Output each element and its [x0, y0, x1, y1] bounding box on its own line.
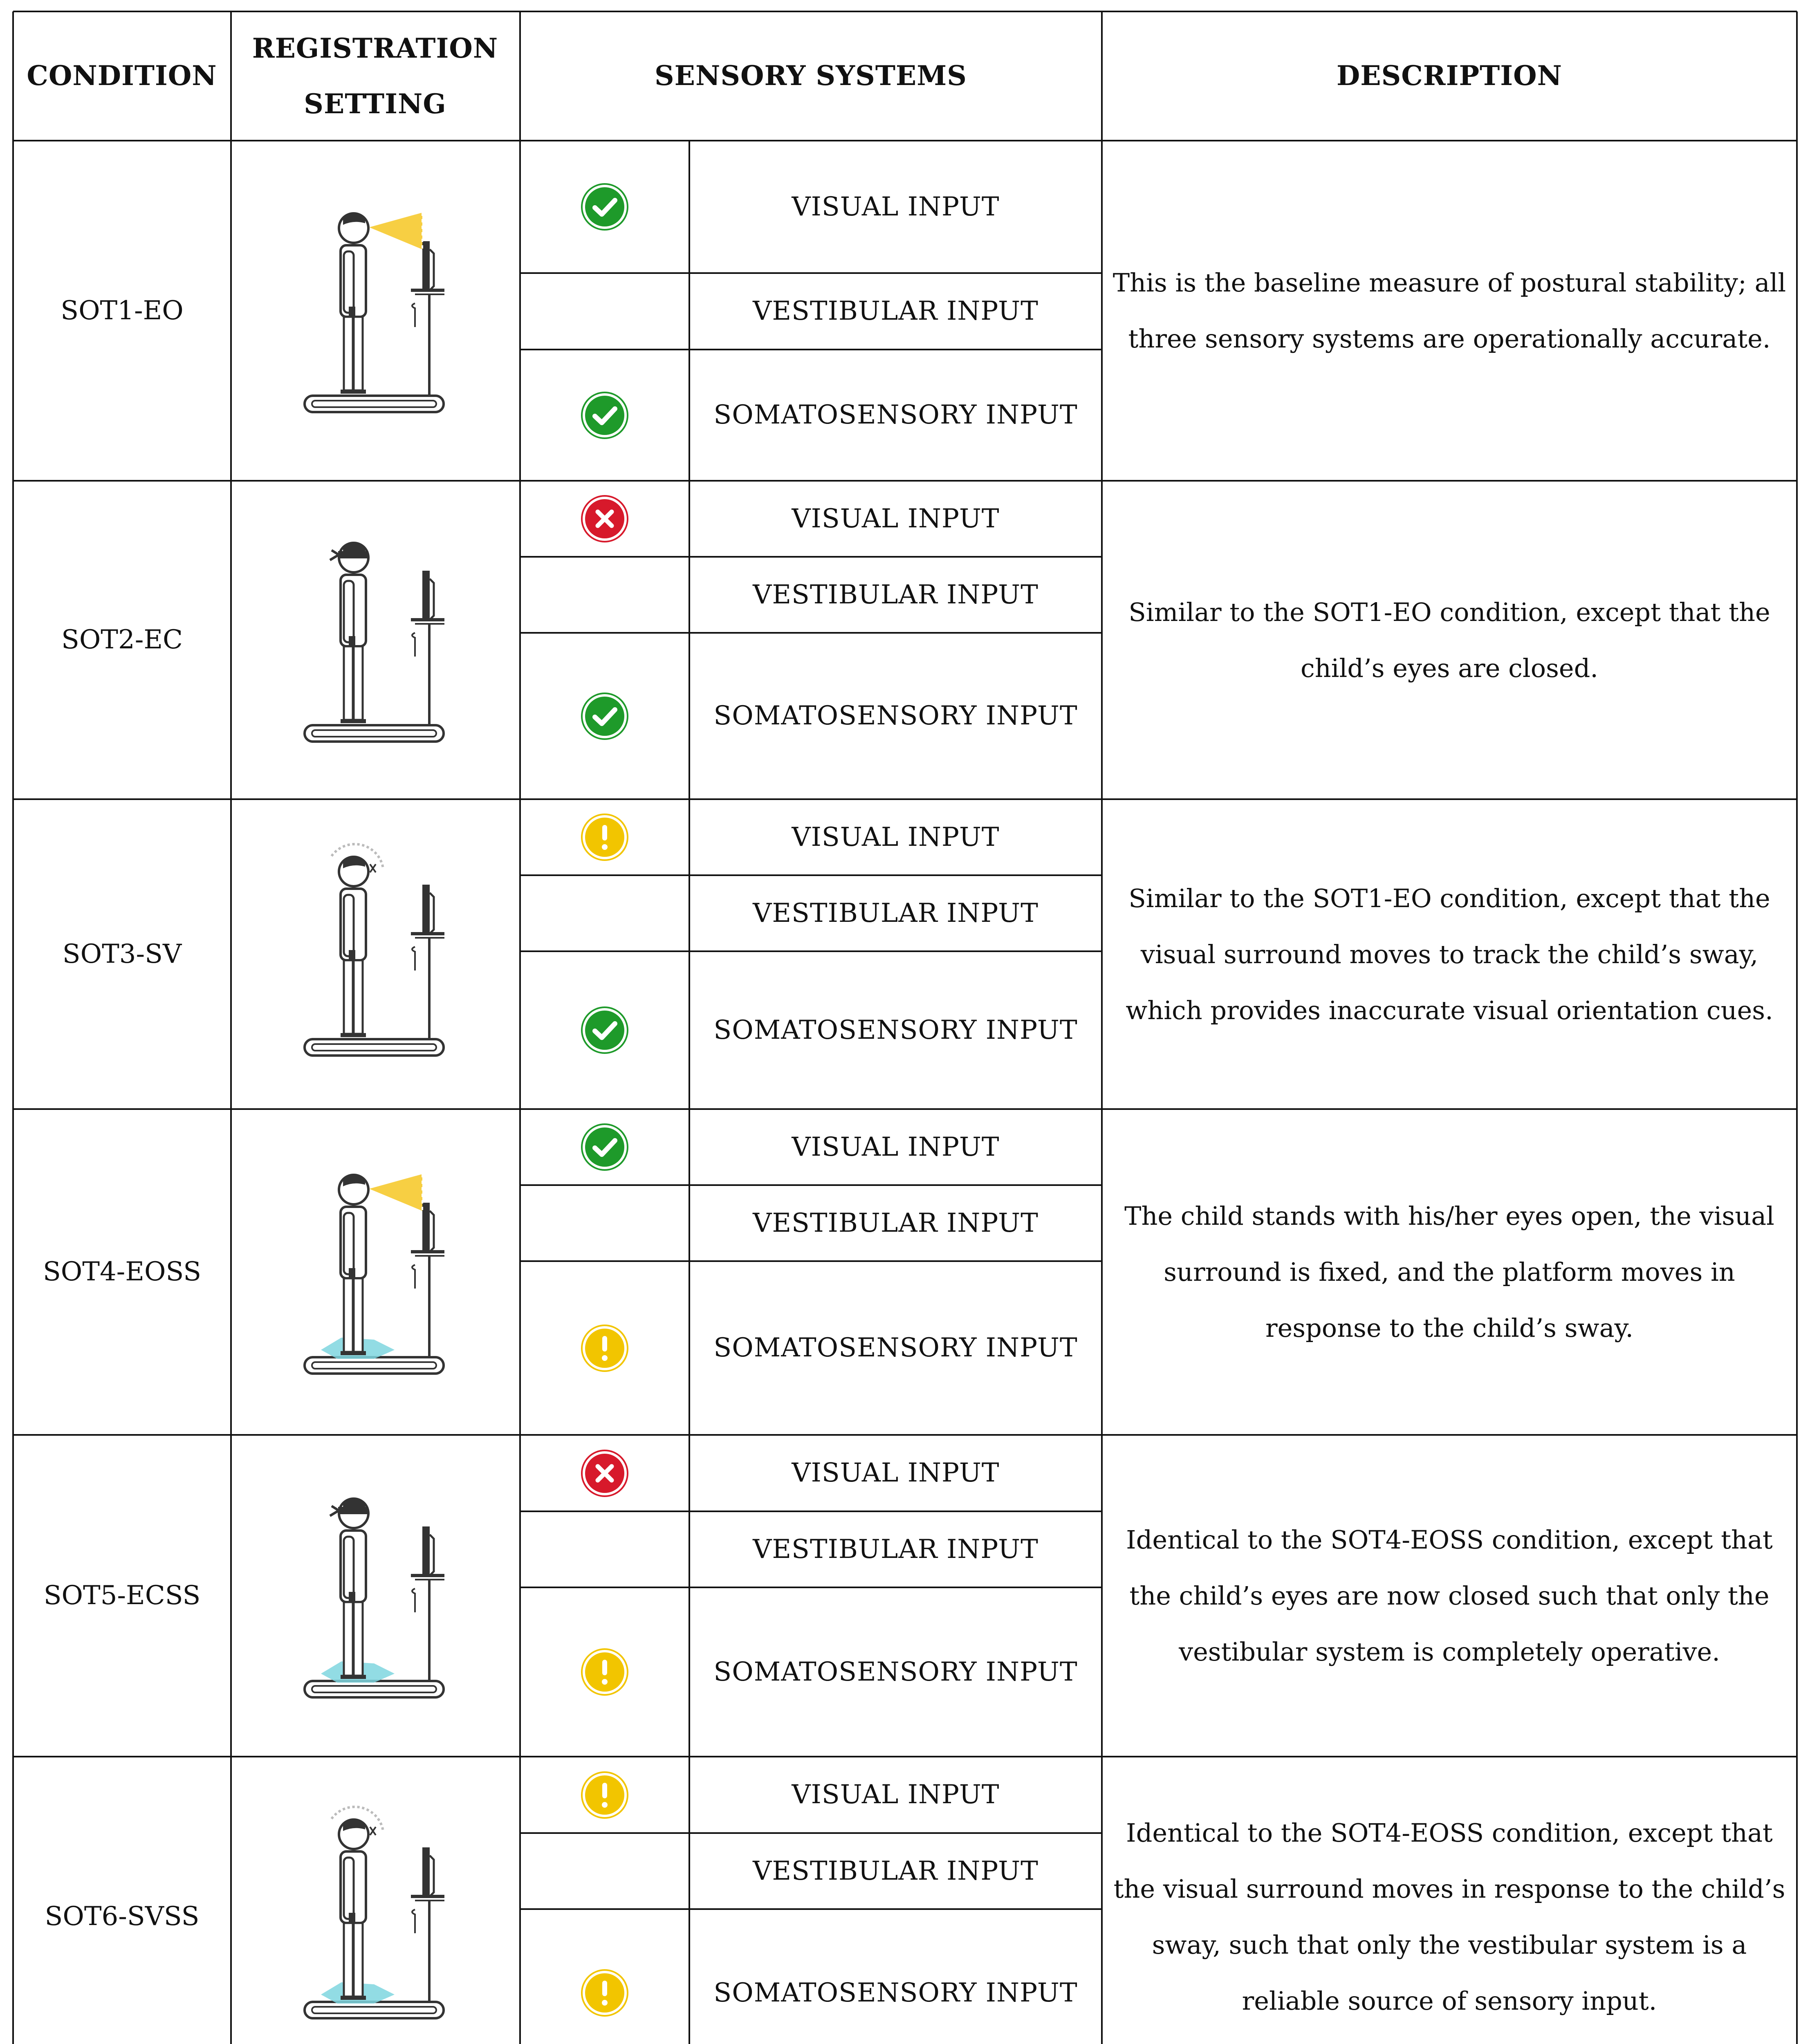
description-cell: Identical to the SOT4-EOSS condition, except that the visual surround moves in response to the child’s sway, such that only the vestibular system is a reliable source of sensory input. — [1113, 1818, 1785, 2016]
header-condition: CONDITION — [27, 60, 217, 92]
check-circle-icon — [580, 1123, 629, 1172]
exclamation-circle-icon — [580, 1324, 629, 1373]
input-label: VESTIBULAR INPUT — [753, 1856, 1038, 1886]
input-label: VESTIBULAR INPUT — [753, 1534, 1038, 1564]
description-cell: The child stands with his/her eyes open, the visual surround is fixed, and the platform moves in response to the child’s sway. — [1124, 1201, 1774, 1343]
input-label: VESTIBULAR INPUT — [753, 579, 1038, 610]
exclamation-circle-icon — [580, 1771, 629, 1820]
condition-cell: SOT1-EO — [61, 295, 184, 326]
header-description: DESCRIPTION — [1337, 60, 1562, 92]
header-registration-line2: SETTING — [304, 88, 446, 120]
cross-circle-icon — [580, 494, 629, 543]
check-circle-icon — [580, 391, 629, 440]
check-circle-icon — [580, 182, 629, 231]
condition-cell: SOT2-EC — [61, 625, 183, 655]
input-label: SOMATOSENSORY INPUT — [713, 701, 1078, 731]
input-label: SOMATOSENSORY INPUT — [713, 400, 1078, 430]
input-label: SOMATOSENSORY INPUT — [713, 1015, 1078, 1045]
description-cell: Similar to the SOT1-EO condition, except that the visual surround moves to track the child’s sway, which provides inaccurate visual orientation cues. — [1126, 883, 1773, 1025]
description-cell: Similar to the SOT1-EO condition, except that the child’s eyes are closed. — [1128, 597, 1770, 683]
standing-child-sway-referenced-vision-illustration — [292, 840, 464, 1069]
description-cell: This is the baseline measure of postural stability; all three sensory systems are operationally accurate. — [1112, 268, 1786, 354]
exclamation-circle-icon — [580, 1968, 629, 2017]
input-label: VISUAL INPUT — [792, 191, 1000, 222]
condition-cell: SOT5-ECSS — [43, 1580, 201, 1611]
check-circle-icon — [580, 1006, 629, 1055]
input-label: VESTIBULAR INPUT — [753, 1208, 1038, 1238]
standing-child-sway-referenced-vision-moving-platform-illustration — [292, 1802, 464, 2031]
input-label: VISUAL INPUT — [792, 822, 1000, 852]
input-label: VISUAL INPUT — [792, 1132, 1000, 1162]
standing-child-eyes-open-fixed-platform-illustration — [292, 196, 464, 425]
header-registration-line1: REGISTRATION — [252, 32, 498, 64]
input-label: VISUAL INPUT — [792, 1780, 1000, 1810]
input-label: VESTIBULAR INPUT — [753, 898, 1038, 928]
input-label: SOMATOSENSORY INPUT — [713, 1333, 1078, 1363]
description-cell: Identical to the SOT4-EOSS condition, except that the child’s eyes are now closed such that only the vestibular system is completely operative. — [1126, 1525, 1773, 1667]
input-label: VISUAL INPUT — [792, 1458, 1000, 1488]
input-label: SOMATOSENSORY INPUT — [713, 1656, 1078, 1687]
condition-cell: SOT6-SVSS — [45, 1901, 200, 1932]
header-registration-setting — [231, 11, 519, 141]
exclamation-circle-icon — [580, 1647, 629, 1697]
standing-child-blindfolded-moving-platform-illustration — [292, 1481, 464, 1710]
check-circle-icon — [580, 692, 629, 741]
exclamation-circle-icon — [580, 813, 629, 862]
cross-circle-icon — [580, 1449, 629, 1498]
input-label: SOMATOSENSORY INPUT — [713, 1977, 1078, 2008]
standing-child-blindfolded-fixed-platform-illustration — [292, 526, 464, 755]
input-label: VISUAL INPUT — [792, 503, 1000, 534]
condition-cell: SOT3-SV — [62, 939, 182, 969]
header-sensory-systems: SENSORY SYSTEMS — [655, 60, 967, 92]
input-label: VESTIBULAR INPUT — [753, 296, 1038, 327]
condition-cell: SOT4-EOSS — [43, 1257, 202, 1287]
standing-child-eyes-open-moving-platform-illustration — [292, 1158, 464, 1387]
